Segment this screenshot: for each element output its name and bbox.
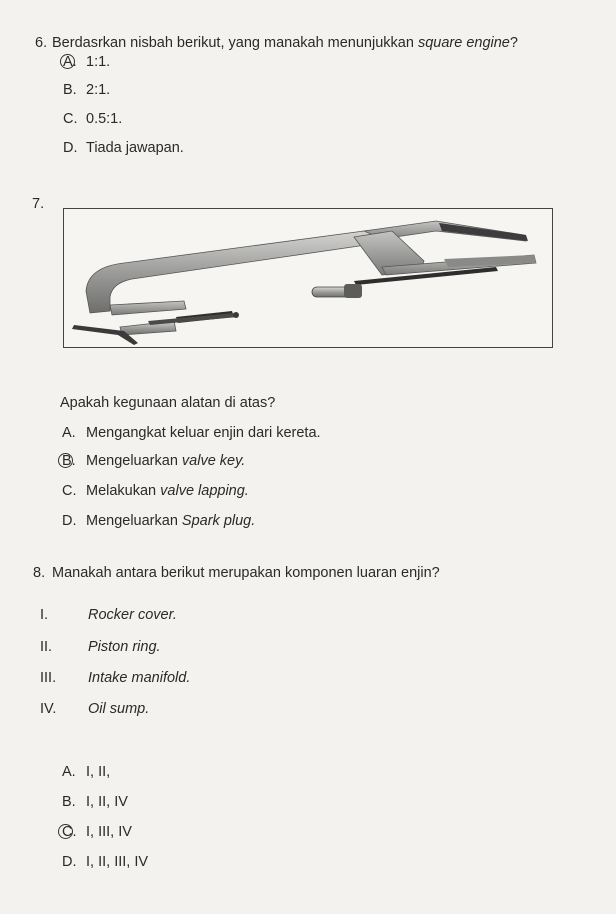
q8-option-a-letter: A. — [62, 764, 76, 780]
valve-spring-compressor-image — [64, 209, 553, 348]
q7-option-c-letter: C. — [62, 483, 77, 499]
q8-item-4-roman: IV. — [40, 701, 57, 717]
q7-number: 7. — [32, 196, 45, 212]
q6-option-a-letter: A. — [63, 54, 77, 70]
q8-item-3-text: Intake manifold. — [88, 670, 191, 686]
q8-option-c-letter: C. — [62, 824, 77, 840]
q6-stem: Berdasrkan nisbah berikut, yang manakah menunjukkan square engine? — [52, 35, 518, 51]
q7-option-a-letter: A. — [62, 425, 76, 441]
q8-item-3-roman: III. — [40, 670, 57, 686]
q8-item-1-roman: I. — [40, 607, 49, 623]
q6-option-b-letter: B. — [63, 82, 77, 98]
q7-option-d-text: Mengeluarkan Spark plug. — [86, 513, 256, 529]
q7-question: Apakah kegunaan alatan di atas? — [60, 395, 276, 411]
q8-option-d-letter: D. — [62, 854, 77, 870]
q6-option-d-letter: D. — [63, 140, 78, 156]
q6-option-c-text: 0.5:1. — [86, 111, 123, 127]
q8-item-1-text: Rocker cover. — [88, 607, 177, 623]
q8-item-2-text: Piston ring. — [88, 639, 161, 655]
q8-option-b-letter: B. — [62, 794, 76, 810]
q6-option-a-text: 1:1. — [86, 54, 111, 70]
q8-option-d-text: I, II, III, IV — [86, 854, 149, 870]
q6-number: 6. — [35, 35, 48, 51]
q7-option-b-text: Mengeluarkan valve key. — [86, 453, 246, 469]
q6-option-b-text: 2:1. — [86, 82, 111, 98]
q7-option-b-letter: B. — [62, 453, 76, 469]
q7-option-d-letter: D. — [62, 513, 77, 529]
q6-option-d-text: Tiada jawapan. — [86, 140, 184, 156]
q8-option-b-text: I, II, IV — [86, 794, 128, 810]
q7-figure — [63, 208, 553, 348]
q8-option-a-text: I, II, — [86, 764, 111, 780]
q7-option-c-text: Melakukan valve lapping. — [86, 483, 249, 499]
q8-item-2-roman: II. — [40, 639, 53, 655]
q8-number: 8. — [33, 565, 46, 581]
q8-option-c-text: I, III, IV — [86, 824, 132, 840]
q6-option-c-letter: C. — [63, 111, 78, 127]
q7-option-a-text: Mengangkat keluar enjin dari kereta. — [86, 425, 321, 441]
q8-question: Manakah antara berikut merupakan komponen luaran enjin? — [52, 565, 440, 581]
q8-item-4-text: Oil sump. — [88, 701, 150, 717]
